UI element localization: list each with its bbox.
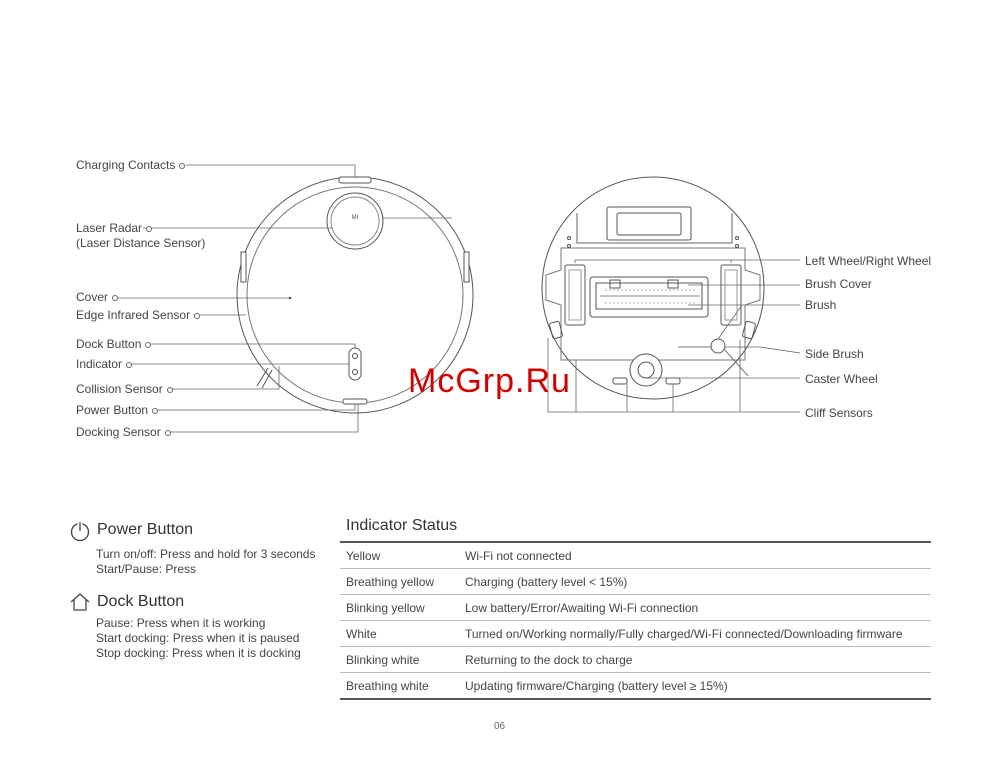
table-row (340, 569, 931, 595)
label-side-brush: Side Brush (805, 347, 864, 361)
label-indicator: Indicator (76, 357, 132, 372)
table-row (340, 542, 931, 569)
label-dot (167, 387, 173, 393)
dock-button-title: Dock Button (97, 593, 185, 610)
watermark: McGrp.Ru (408, 362, 571, 400)
home-icon (69, 592, 91, 612)
indicator-meaning: Low battery/Error/Awaiting Wi-Fi connection (459, 595, 931, 621)
dock-line-3: Stop docking: Press when it is docking (96, 646, 301, 660)
table-row (340, 621, 931, 647)
indicator-meaning: Turned on/Working normally/Fully charged/Wi-Fi connected/Downloading firmware (459, 621, 931, 647)
label-dot (146, 226, 152, 232)
label-dot (126, 362, 132, 368)
table-row (340, 673, 931, 700)
label-brush: Brush (805, 298, 837, 312)
label-dot (165, 430, 171, 436)
label-brush-cover: Brush Cover (805, 277, 872, 291)
indicator-state: Yellow (340, 542, 459, 569)
robot-logo: MI (351, 215, 359, 221)
robot-bottom-view (542, 177, 764, 399)
label-docking-sensor: Docking Sensor (76, 425, 171, 440)
label-dot (145, 342, 151, 348)
label-dot (152, 408, 158, 414)
label-dot (112, 295, 118, 301)
indicator-meaning: Wi-Fi not connected (459, 542, 931, 569)
table-row (340, 647, 931, 673)
indicator-status-table (340, 541, 931, 700)
label-caster-wheel: Caster Wheel (805, 372, 878, 386)
dock-line-2: Start docking: Press when it is paused (96, 631, 300, 645)
indicator-state: Breathing white (346, 678, 429, 693)
power-line-2: Start/Pause: Press (96, 562, 197, 576)
indicator-meaning: Returning to the dock to charge (459, 647, 931, 673)
label-laser-radar: Laser Radar (76, 221, 152, 236)
label-dot (179, 163, 185, 169)
label-wheels: Left Wheel/Right Wheel (805, 254, 932, 268)
indicator-state: White (340, 621, 459, 647)
indicator-meaning: Charging (battery level < 15%) (459, 569, 931, 595)
label-dot (194, 313, 200, 319)
indicator-state: Breathing yellow (340, 569, 459, 595)
label-cliff-sensors: Cliff Sensors (805, 406, 873, 420)
power-button-title: Power Button (97, 521, 194, 538)
label-edge-infrared-sensor: Edge Infrared Sensor (76, 308, 200, 323)
label-laser-radar-sub: (Laser Distance Sensor) (76, 236, 206, 250)
indicator-state: Blinking white (340, 647, 459, 673)
label-charging-contacts: Charging Contacts (76, 158, 185, 173)
label-power-button: Power Button (76, 403, 158, 418)
page-number: 06 (494, 721, 506, 732)
table-row (340, 595, 931, 621)
indicator-meaning: Updating firmware/Charging (battery level ≥ 15%) (465, 678, 728, 693)
power-line-1: Turn on/off: Press and hold for 3 seconds (96, 547, 316, 561)
label-dock-button: Dock Button (76, 337, 151, 352)
label-cover: Cover (76, 290, 118, 305)
indicator-state: Blinking yellow (340, 595, 459, 621)
dock-line-1: Pause: Press when it is working (96, 616, 266, 630)
power-icon (69, 520, 91, 542)
label-collision-sensor: Collision Sensor (76, 382, 173, 397)
indicator-status-title: Indicator Status (346, 517, 458, 534)
